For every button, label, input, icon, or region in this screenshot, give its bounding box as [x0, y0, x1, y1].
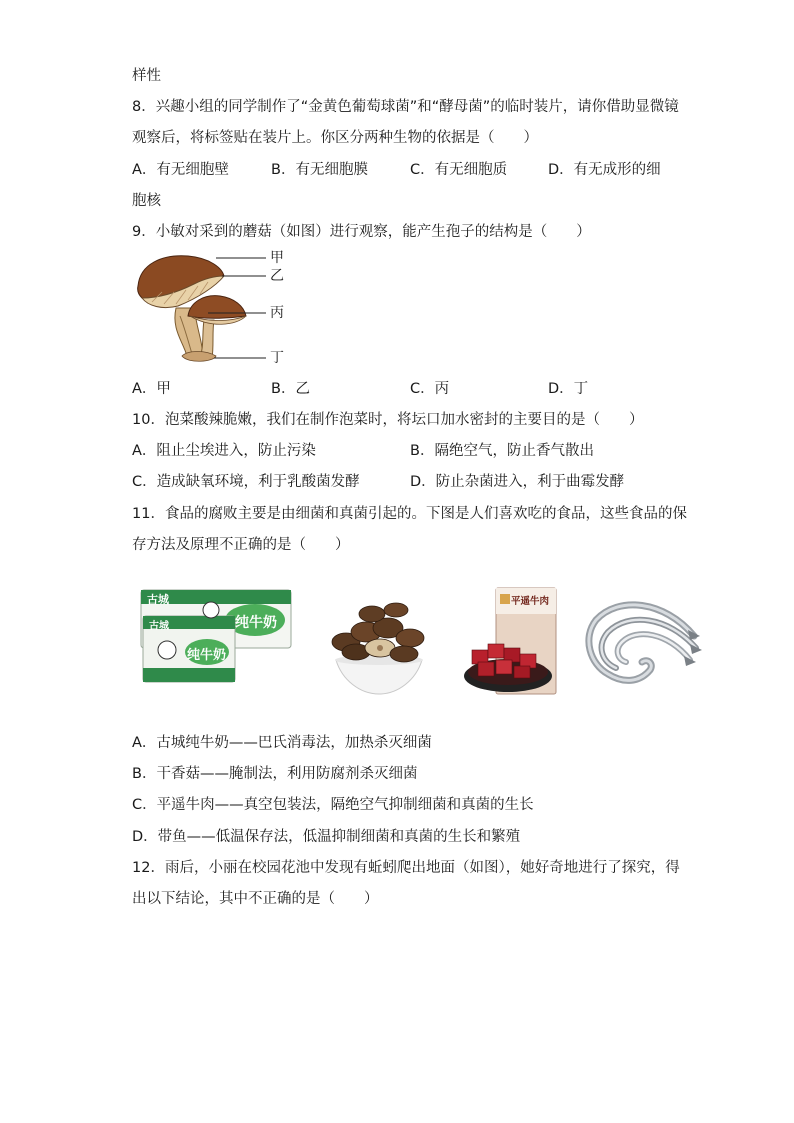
- question-9-option-c[interactable]: C．丙: [410, 381, 450, 397]
- text-line-continuation: 样性: [132, 68, 161, 84]
- question-12-stem-2: 出以下结论，其中不正确的是（ ）: [132, 891, 379, 907]
- question-10-stem: 10．泡菜酸辣脆嫩，我们在制作泡菜时，将坛口加水密封的主要目的是（ ）: [132, 412, 644, 428]
- mushroom-label-yi: 乙: [270, 268, 284, 284]
- question-10-option-c[interactable]: C．造成缺氧环境，利于乳酸菌发酵: [132, 474, 360, 490]
- question-9-option-d[interactable]: D．丁: [548, 381, 589, 397]
- beef-product-image: [462, 586, 558, 698]
- dried-mushroom-image: [322, 598, 436, 698]
- beef-package-label: 平遥牛肉: [511, 596, 550, 607]
- question-8-option-b[interactable]: B．有无细胞膜: [271, 162, 368, 178]
- milk-brand-front: 古城: [149, 621, 169, 632]
- question-10-option-b[interactable]: B．隔绝空气，防止香气散出: [410, 443, 594, 459]
- question-11-option-b[interactable]: B．干香菇——腌制法，利用防腐剂杀灭细菌: [132, 766, 418, 782]
- question-12-stem-1: 12．雨后，小丽在校园花池中发现有蚯蚓爬出地面（如图），她好奇地进行了探究，得: [132, 860, 680, 876]
- question-8-option-d-continuation: 胞核: [132, 193, 161, 209]
- question-8-option-d[interactable]: D．有无成形的细: [548, 162, 661, 178]
- milk-name-top: 纯牛奶: [235, 615, 277, 631]
- mushroom-label-ding: 丁: [270, 350, 284, 366]
- milk-brand-top: 古城: [147, 593, 169, 606]
- hairtail-fish-image: [584, 598, 702, 690]
- question-11-option-d[interactable]: D．带鱼——低温保存法，低温抑制细菌和真菌的生长和繁殖: [132, 829, 521, 845]
- mushroom-figure: [132, 246, 292, 372]
- question-11-option-c[interactable]: C．平遥牛肉——真空包装法，隔绝空气抑制细菌和真菌的生长: [132, 797, 534, 813]
- question-10-option-d[interactable]: D．防止杂菌进入，利于曲霉发酵: [410, 474, 625, 490]
- question-10-option-a[interactable]: A．阻止尘埃进入，防止污染: [132, 443, 316, 459]
- question-9-option-a[interactable]: A．甲: [132, 381, 171, 397]
- question-11-option-a[interactable]: A．古城纯牛奶——巴氏消毒法，加热杀灭细菌: [132, 735, 432, 751]
- question-11-stem-1: 11．食品的腐败主要是由细菌和真菌引起的。下图是人们喜欢吃的食品，这些食品的保: [132, 506, 687, 522]
- question-9-stem: 9．小敏对采到的蘑菇（如图）进行观察，能产生孢子的结构是（ ）: [132, 224, 591, 240]
- question-9-option-b[interactable]: B．乙: [271, 381, 310, 397]
- question-11-stem-2: 存方法及原理不正确的是（ ）: [132, 537, 350, 553]
- milk-name-front: 纯牛奶: [187, 648, 227, 663]
- mushroom-label-jia: 甲: [270, 250, 284, 266]
- question-8-option-a[interactable]: A．有无细胞壁: [132, 162, 229, 178]
- mushroom-label-bing: 丙: [270, 305, 284, 321]
- question-8-stem-1: 8．兴趣小组的同学制作了“金黄色葡萄球菌”和“酵母菌”的临时装片，请你借助显微镜: [132, 99, 679, 115]
- question-8-option-c[interactable]: C．有无细胞质: [410, 162, 508, 178]
- milk-product-image: [137, 586, 295, 684]
- question-8-stem-2: 观察后，将标签贴在装片上。你区分两种生物的依据是（ ）: [132, 130, 538, 146]
